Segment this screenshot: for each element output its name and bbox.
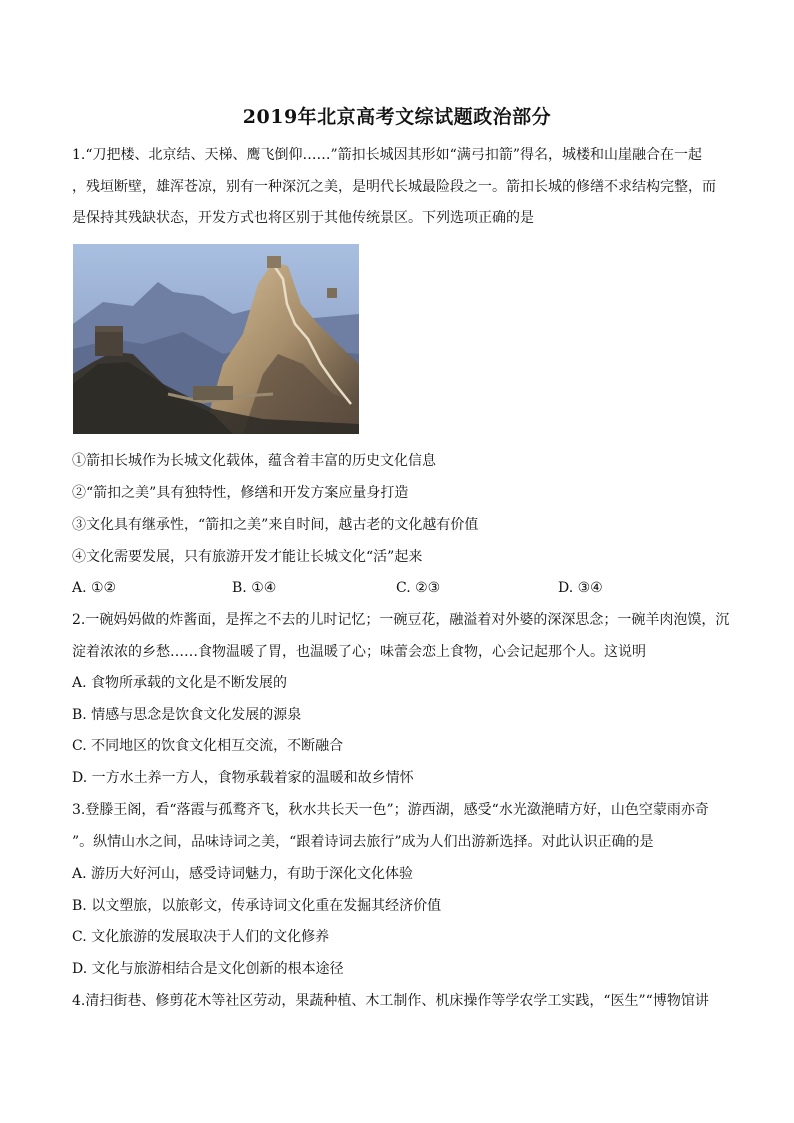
q3-option-d: D. 文化与旅游相结合是文化创新的根本途径 (72, 961, 344, 977)
q3-line-2: ”。纵情山水之间，品味诗词之美，“跟着诗词去旅行”成为人们出游新选择。对此认识正确的是 (72, 834, 654, 850)
q3-option-c: C. 文化旅游的发展取决于人们的文化修养 (72, 929, 330, 945)
q1-line-3: 是保持其残缺状态，开发方式也将区别于其他传统景区。下列选项正确的是 (72, 210, 534, 226)
q1-line-2: ，残垣断壁，雄浑苍凉，别有一种深沉之美，是明代长城最险段之一。箭扣长城的修缮不求结构完整，而 (72, 179, 716, 195)
great-wall-illustration (73, 244, 359, 434)
q1-option-b: B. ①④ (232, 580, 277, 596)
q1-option-c: C. ②③ (396, 580, 441, 596)
q1-statement-1: ①箭扣长城作为长城文化载体，蕴含着丰富的历史文化信息 (72, 453, 436, 469)
q1-statement-4: ④文化需要发展，只有旅游开发才能让长城文化“活”起来 (72, 549, 423, 565)
q1-line-1: 1.“刀把楼、北京结、天梯、鹰飞倒仰……”箭扣长城因其形如“满弓扣箭”得名，城楼和山崖融合在一起 (72, 147, 702, 163)
page-title: 2019年北京高考文综试题政治部分 (242, 106, 552, 128)
q4-line-1: 4.清扫街巷、修剪花木等社区劳动，果蔬种植、木工制作、机床操作等学农学工实践，“医生”“博物馆讲 (72, 993, 709, 1009)
q1-statement-3: ③文化具有继承性，“箭扣之美”来自时间，越古老的文化越有价值 (72, 517, 479, 533)
great-wall-photo (73, 244, 359, 434)
q3-option-a: A. 游历大好河山，感受诗词魅力，有助于深化文化体验 (72, 866, 414, 882)
q2-option-a: A. 食物所承载的文化是不断发展的 (72, 675, 288, 691)
q2-option-c: C. 不同地区的饮食文化相互交流，不断融合 (72, 738, 344, 754)
q2-line-1: 2.一碗妈妈做的炸酱面，是挥之不去的儿时记忆；一碗豆花，融溢着对外婆的深深思念；一碗羊肉泡馍，沉 (72, 612, 730, 628)
q1-option-d: D. ③④ (558, 580, 603, 596)
q1-statement-2: ②“箭扣之美”具有独特性，修缮和开发方案应量身打造 (72, 485, 409, 501)
q3-option-b: B. 以文塑旅，以旅彰文，传承诗词文化重在发掘其经济价值 (72, 898, 442, 914)
q1-option-a: A. ①② (72, 580, 117, 596)
q2-option-b: B. 情感与思念是饮食文化发展的源泉 (72, 707, 302, 723)
q2-line-2: 淀着浓浓的乡愁……食物温暖了胃，也温暖了心；味蕾会恋上食物，心会记起那个人。这说明 (72, 644, 646, 660)
q3-line-1: 3.登滕王阁，看“落霞与孤鹜齐飞，秋水共长天一色”；游西湖，感受“水光潋滟晴方好，山色空蒙雨亦奇 (72, 802, 709, 818)
q2-option-d: D. 一方水土养一方人，食物承载着家的温暖和故乡情怀 (72, 770, 414, 786)
